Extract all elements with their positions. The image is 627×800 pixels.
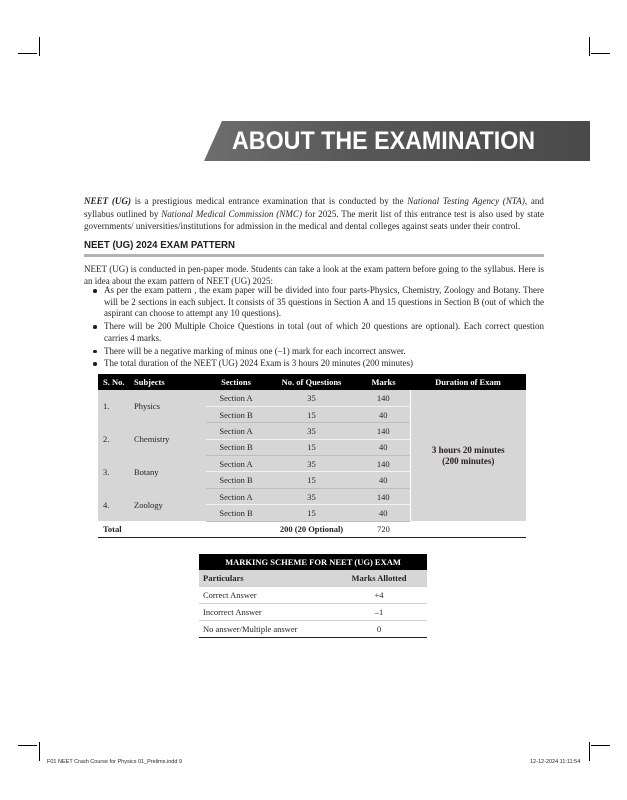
- header-subjects: Subjects: [130, 374, 206, 390]
- section-cell: Section A: [206, 423, 266, 439]
- crop-mark: [589, 37, 590, 56]
- crop-mark: [591, 745, 610, 746]
- pattern-bullet-list: [92, 285, 544, 371]
- bullet-item: The total duration of the NEET (UG) 2024 Exam is 3 hours 20 minutes (200 minutes): [92, 358, 544, 370]
- total-marks: 720: [357, 521, 410, 537]
- marking-header-row: [199, 570, 427, 587]
- table-row: [98, 390, 526, 406]
- questions-cell: 35: [266, 423, 357, 439]
- section-cell: Section A: [206, 390, 266, 406]
- section-cell: Section B: [206, 406, 266, 422]
- empty-cell: [130, 521, 206, 537]
- header-sections: Sections: [206, 374, 266, 390]
- section-cell: Section A: [206, 456, 266, 472]
- bullet-item: There will be 200 Multiple Choice Questions in total (out of which 20 questions are optional). Each correct question carries 4 marks.: [92, 321, 544, 344]
- section-cell: Section A: [206, 488, 266, 504]
- header-duration: Duration of Exam: [410, 374, 526, 390]
- total-row: [98, 521, 526, 537]
- questions-cell: 35: [266, 390, 357, 406]
- header-marks-allotted: Marks Allotted: [331, 570, 427, 587]
- questions-cell: 35: [266, 488, 357, 504]
- section-cell: Section B: [206, 505, 266, 521]
- crop-mark: [39, 742, 40, 761]
- total-questions: 200 (20 Optional): [266, 521, 357, 537]
- header-sno: S. No.: [98, 374, 130, 390]
- table-row: [199, 587, 427, 604]
- particular-cell: Correct Answer: [199, 587, 331, 604]
- table-row: [199, 604, 427, 621]
- marking-scheme-title: MARKING SCHEME FOR NEET (UG) EXAM: [199, 554, 427, 570]
- crop-mark: [589, 742, 590, 761]
- sno-cell: 3.: [98, 456, 130, 489]
- page-title: ABOUT THE EXAMINATION: [232, 127, 536, 155]
- footer-timestamp: 12-12-2024 11:11:54: [530, 759, 581, 765]
- questions-cell: 15: [266, 505, 357, 521]
- section-cell: Section B: [206, 439, 266, 455]
- footer-file-info: F01 NEET Crash Course for Physics 01_Prelims.indd 9: [47, 759, 183, 765]
- marking-caption-row: [199, 554, 427, 570]
- commission-name: National Medical Commission (NMC): [161, 208, 302, 219]
- marks-cell: 140: [357, 456, 410, 472]
- marks-cell: 140: [357, 423, 410, 439]
- marks-cell: 0: [331, 620, 427, 637]
- questions-cell: 15: [266, 472, 357, 488]
- questions-cell: 15: [266, 439, 357, 455]
- section-cell: Section B: [206, 472, 266, 488]
- marks-cell: 40: [357, 505, 410, 521]
- section-divider: [84, 254, 544, 257]
- section-heading: NEET (UG) 2024 EXAM PATTERN: [84, 239, 236, 251]
- marks-cell: 40: [357, 406, 410, 422]
- questions-cell: 35: [266, 456, 357, 472]
- marks-cell: 40: [357, 439, 410, 455]
- crop-mark: [591, 53, 610, 54]
- questions-cell: 15: [266, 406, 357, 422]
- crop-mark: [18, 53, 37, 54]
- table-header-row: [98, 374, 526, 390]
- marks-cell: 40: [357, 472, 410, 488]
- subject-cell: Chemistry: [130, 423, 206, 456]
- crop-mark: [18, 745, 37, 746]
- duration-text: 3 hours 20 minutes: [431, 444, 505, 455]
- sno-cell: 1.: [98, 390, 130, 423]
- sno-cell: 2.: [98, 423, 130, 456]
- agency-name: National Testing Agency (NTA): [407, 196, 525, 206]
- marking-scheme-table: [199, 554, 427, 638]
- empty-cell: [410, 521, 526, 537]
- bullet-item: As per the exam pattern , the exam paper will be divided into four parts-Physics, Chemistry, Zoology and Botany. There will be 2 sections in each subject. It consists of 35 questions in Section A and 15 questions in Section B (out of which the aspirant can choose to attempt any 10 questions).: [92, 285, 544, 320]
- table-row: [199, 620, 427, 637]
- sno-cell: 4.: [98, 488, 130, 521]
- empty-cell: [206, 521, 266, 537]
- intro-text: , and syllabus outlined by: [84, 196, 544, 219]
- exam-name: NEET (UG): [84, 196, 132, 206]
- intro-text: is a prestigious medical entrance examination that is conducted by the: [131, 196, 408, 206]
- marks-cell: 140: [357, 390, 410, 406]
- duration-minutes: (200 minutes): [442, 455, 495, 466]
- pattern-paragraph: NEET (UG) is conducted in pen-paper mode. Students can take a look at the exam pattern before going to the syllabus. Here is an idea about the exam pattern of NEET (UG) 2025:: [84, 264, 544, 286]
- marks-cell: +4: [331, 587, 427, 604]
- marks-cell: 140: [357, 488, 410, 504]
- subject-cell: Physics: [130, 390, 206, 423]
- total-label: Total: [98, 521, 130, 537]
- duration-cell: [410, 390, 526, 521]
- exam-pattern-table: [98, 374, 526, 538]
- header-particulars: Particulars: [199, 570, 331, 587]
- particular-cell: Incorrect Answer: [199, 604, 331, 621]
- header-marks: Marks: [357, 374, 410, 390]
- intro-paragraph: [84, 195, 544, 233]
- bullet-item: There will be a negative marking of minus one (–1) mark for each incorrect answer.: [92, 346, 544, 358]
- marks-cell: –1: [331, 604, 427, 621]
- particular-cell: No answer/Multiple answer: [199, 620, 331, 637]
- header-questions: No. of Questions: [266, 374, 357, 390]
- crop-mark: [39, 37, 40, 56]
- subject-cell: Botany: [130, 456, 206, 489]
- subject-cell: Zoology: [130, 488, 206, 521]
- intro-text: for 2025. The merit list of this entrance test is also used by state governments/ universities/institutions for admission in the medical and dental colleges against seats under their control.: [84, 208, 544, 232]
